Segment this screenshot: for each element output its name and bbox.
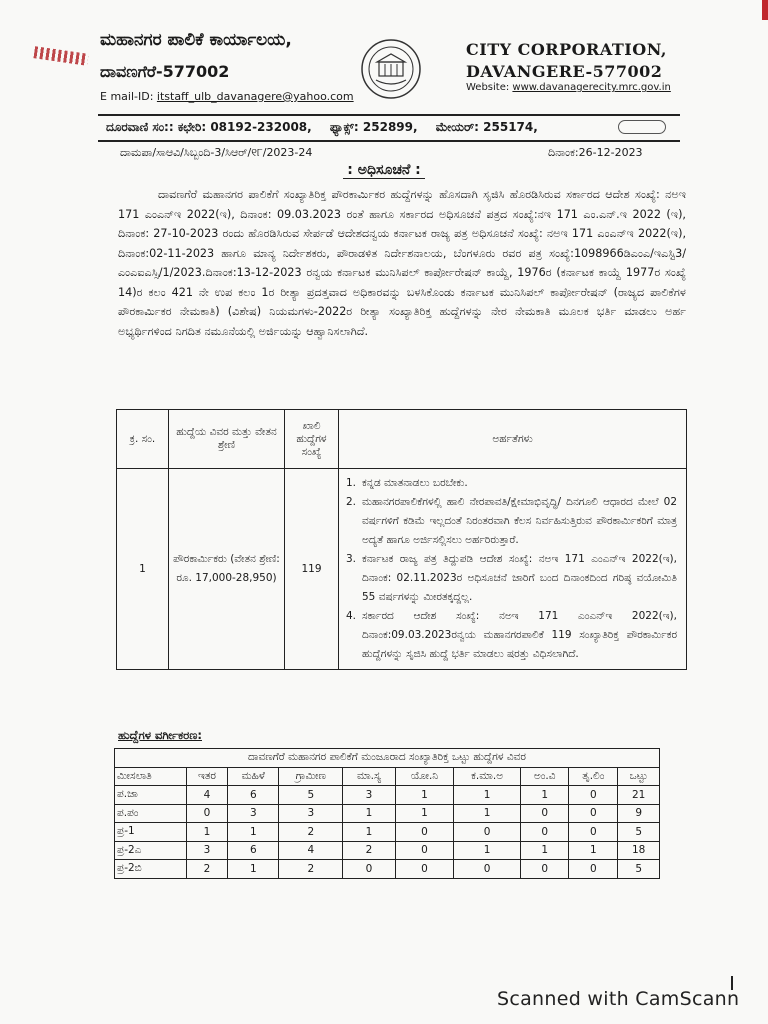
sl-no-cell: 1 [117,469,169,670]
category-value-cell: 0 [395,841,453,860]
category-value-cell: 6 [228,786,279,805]
mayor-phone: ಮೇಯರ್: 255174, [435,120,538,134]
col-transgender: ತೃ.ಲಿಂ [569,767,618,786]
category-value-cell: 1 [186,823,227,842]
punch-mark [33,46,88,65]
qualification-item [346,474,677,493]
qualification-list [340,470,685,668]
qualification-text: ಮಹಾನಗರಪಾಲಿಕೆಗಳಲ್ಲಿ ಹಾಲಿ ನೇರಪಾವತಿ/ಕ್ಷೇಮಾಭಿವೃದ್ಧಿ/ ದಿನಗೂಲಿ ಆಧಾರದ ಮೇಲೆ 02 ವರ್ಷಗಳಿಗೆ ಕಡಿಮೆ ಇಲ್ಲದಂತೆ ನಿರಂತರವಾಗಿ ಕೆಲಸ ನಿರ್ವಹಿಸುತ್ತಿರುವ ಪೌರಕಾರ್ಮಿಕರಿಗೆ ಮಾತ್ರ ಅದ್ಯತೆ ಹಾಗೂ ಅರ್ಜಿಸಲ್ಲಿಸಲು ಅರ್ಹರಿರುತ್ತಾರೆ. [362,496,677,546]
contact-line [106,120,552,135]
qualification-item [346,550,677,607]
category-value-cell: 1 [521,786,569,805]
document-date: ದಿನಾಂಕ:26-12-2023 [548,146,643,159]
category-value-cell: 0 [569,823,618,842]
kannada-city-name: ದಾವಣಗೆರೆ-577002 [100,62,230,81]
category-value-cell: 2 [279,860,343,879]
category-value-cell: 0 [395,823,453,842]
category-value-cell: 1 [395,786,453,805]
category-value-cell: 21 [618,786,660,805]
category-label-cell: ಪ್ರ-1 [115,823,187,842]
qualification-text: ಕನ್ನಡ ಮಾತನಾಡಲು ಬರಬೇಕು. [362,477,468,489]
fax-number: ಫ್ಯಾಕ್ಸ್: 252899, [329,120,418,134]
category-label-cell: ಪ್ರ-2ಎ [115,841,187,860]
category-value-cell: 1 [343,804,396,823]
category-value-cell: 1 [454,786,521,805]
category-value-cell: 0 [454,823,521,842]
category-value-cell: 0 [521,860,569,879]
category-value-cell: 0 [186,804,227,823]
col-total: ಒಟ್ಟು [618,767,660,786]
qualification-number: 2. [346,496,357,508]
category-table-body [115,786,660,879]
scanner-watermark: Scanned with CamScann [497,988,740,1010]
website-line [466,82,671,93]
col-rural: ಗ್ರಾಮೀಣ [279,767,343,786]
category-label-cell: ಪ್ರ-2ಬಿ [115,860,187,879]
notification-title-text: : ಅಧಿಸೂಚನೆ : [343,162,425,179]
category-row [115,860,660,879]
category-table-title: ದಾವಣಗೆರೆ ಮಹಾನಗರ ಪಾಲಿಕೆಗೆ ಮಂಜೂರಾದ ಸಂಖ್ಯಾತಿರಿಕ್ತ ಒಟ್ಟು ಹುದ್ದೆಗಳ ವಿವರ [115,749,660,768]
vacancy-row [117,469,687,670]
col-reservation: ಮೀಸಲಾತಿ [115,767,187,786]
category-value-cell: 4 [186,786,227,805]
col-ex-servicemen: ಮಾ.ಸ್ಯ [343,767,396,786]
signature-scrawl [618,120,666,134]
category-value-cell: 6 [228,841,279,860]
office-phone: ದೂರವಾಣಿ ಸಂ:: ಕಛೇರಿ: 08192-232008, [106,120,312,134]
col-qualifications: ಅರ್ಹತೆಗಳು [339,410,687,469]
col-project-displaced: ಯೋ.ನಿ [395,767,453,786]
header-rule-top [98,114,680,116]
email-label: E mail-ID: [100,90,154,103]
category-value-cell: 0 [569,786,618,805]
category-row [115,823,660,842]
qualifications-cell [339,469,687,670]
category-value-cell: 0 [454,860,521,879]
category-value-cell: 5 [618,860,660,879]
category-label-cell: ಪ.ಜಾ [115,786,187,805]
english-city-name: DAVANGERE-577002 [466,62,663,81]
edge-mark [762,0,768,20]
category-table [114,748,660,879]
category-value-cell: 3 [279,804,343,823]
qualification-text: ಸರ್ಕಾರದ ಆದೇಶ ಸಂಖ್ಯೆ: ನಅಇ 171 ಎಂಎನ್ಇ 2022(ಇ), ದಿನಾಂಕ:09.03.2023ರನ್ವಯ ಮಹಾನಗರಪಾಲಿಕೆ 119 ಸಂಖ್ಯಾತಿರಿಕ್ತ ಪೌರಕಾರ್ಮಿಕರ ಹುದ್ದೆಗಳನ್ನು ಸೃಜಿಸಿ ಹುದ್ದೆ ಭರ್ತಿ ಮಾಡಲು ಷರತ್ತು ವಿಧಿಸಲಾಗಿದೆ. [362,610,677,660]
email-line [100,90,354,103]
category-value-cell: 9 [618,804,660,823]
category-value-cell: 5 [618,823,660,842]
website-link[interactable]: www.davanagerecity.mrc.gov.in [512,82,671,93]
qualification-number: 3. [346,553,357,565]
english-org-name: CITY CORPORATION, [466,40,667,59]
qualification-number: 4. [346,610,357,622]
category-value-cell: 1 [228,860,279,879]
category-value-cell: 1 [569,841,618,860]
category-value-cell: 4 [279,841,343,860]
col-women: ಮಹಿಳೆ [228,767,279,786]
website-label: Website: [466,82,510,93]
header-rule-bottom [98,140,680,142]
category-value-cell: 0 [569,804,618,823]
category-row [115,804,660,823]
category-value-cell: 3 [228,804,279,823]
category-value-cell: 2 [279,823,343,842]
col-post-details: ಹುದ್ದೆಯ ವಿವರ ಮತ್ತು ವೇತನ ಶ್ರೇಣಿ [169,410,285,469]
col-disabled: ಅಂ.ವಿ [521,767,569,786]
category-value-cell: 0 [343,860,396,879]
vacancy-table [116,409,687,670]
col-vacancies: ಖಾಲಿ ಹುದ್ದೆಗಳ ಸಂಖ್ಯೆ [285,410,339,469]
col-sl-no: ಕ್ರ. ಸಂ. [117,410,169,469]
qualification-item [346,607,677,664]
category-table-header [115,767,660,786]
qualification-number: 1. [346,477,357,489]
qualification-text: ಕರ್ನಾಟಕ ರಾಜ್ಯ ಪತ್ರ ತಿದ್ದುಪಡಿ ಆದೇಶ ಸಂಖ್ಯೆ: ನಅಇ 171 ಎಂಎನ್ಇ 2022(ಇ), ದಿನಾಂಕ: 02.11.2023ರ ಅಧಿಸೂಚನೆ ಜಾರಿಗೆ ಬಂದ ದಿನಾಂಕದಿಂದ ಗರಿಷ್ಠ ವಯೋಮಿತಿ 55 ವರ್ಷಗಳನ್ನು ಮೀರತಕ್ಕದ್ದಲ್ಲ. [362,553,677,603]
category-value-cell: 0 [569,860,618,879]
notification-body-text: ದಾವಣಗೆರೆ ಮಹಾನಗರ ಪಾಲಿಕೆಗೆ ಸಂಖ್ಯಾತಿರಿಕ್ತ ಪೌರಕಾರ್ಮಿಕರ ಹುದ್ದೆಗಳನ್ನು ಹೊಸದಾಗಿ ಸೃಜಿಸಿ ಹೊರಡಿಸಿರುವ ಸರ್ಕಾರದ ಆದೇಶ ಸಂಖ್ಯೆ: ನಅಇ 171 ಎಂಎನ್ಇ 2022(ಇ), ದಿನಾಂಕ: 09.03.2023 ರಂತೆ ಹಾಗೂ ಸರ್ಕಾರದ ಅಧಿಸೂಚನೆ ಪತ್ರದ ಸಂಖ್ಯೆ:ನಇ 171 ಎಂ.ಎನ್.ಇ 2022 (ಇ), ದಿನಾಂಕ: 27-10-2023 ರಂದು ಹೊರಡಿಸಿರುವ ಸೇರ್ಪಡೆ ಆದೇಶದನ್ವಯ ಕರ್ನಾಟಕ ರಾಜ್ಯ ಪತ್ರ ಅಧಿಸೂಚನೆ ಸಂಖ್ಯೆ: ನಅಇ 171 ಎಂಎನ್ಇ 2022(ಇ), ದಿನಾಂಕ:02-11-2023 ಹಾಗೂ ಮಾನ್ಯ ನಿರ್ದೇಶಕರು, ಪೌರಾಡಳಿತ ನಿರ್ದೇಶನಾಲಯ, ಬೆಂಗಳೂರು ರವರ ಪತ್ರ ಸಂಖ್ಯೆ:1098966ಡಿಎಂಎ/ಇಎಸ್ಟಿ3/ಎಂಎಐಎಸ್ಸಿ/1/2023.ದಿನಾಂಕ:13-12-2023 ರನ್ವಯ ಕರ್ನಾಟಕ ಮುನಿಸಿಪಲ್ ಕಾರ್ಪೋರೇಷನ್ ಕಾಯ್ದೆ, 1976ರ (ಕರ್ನಾಟಕ ಕಾಯ್ದೆ 1977ರ ಸಂಖ್ಯೆ 14)ರ ಕಲಂ 421 ನೇ ಉಪ ಕಲಂ 1ರ ರೀತ್ಯಾ ಪ್ರದತ್ತವಾದ ಅಧಿಕಾರವನ್ನು ಬಳಸಿಕೊಂಡು ಕರ್ನಾಟಕ ಮುನಿಸಿಪಲ್ ಕಾರ್ಪೋರೇಷನ್ (ರಾಜ್ಯದ ಪಾಲಿಕೆಗಳ ಪೌರಕಾರ್ಮಿಕರ ನೇಮಕಾತಿ) (ವಿಶೇಷ) ನಿಯಮಗಳು-2022ರ ರೀತ್ಯಾ ಸಂಖ್ಯಾತಿರಿಕ್ತ ಹುದ್ದೆಗಳನ್ನು ನೇರ ನೇಮಕಾತಿ ಮೂಲಕ ಭರ್ತಿ ಮಾಡಲು ಅರ್ಹ ಅಭ್ಯರ್ಥಿಗಳಿಂದ ನಿಗದಿತ ನಮೂನೆಯಲ್ಲಿ ಅರ್ಜಿಯನ್ನು ಆಹ್ವಾನಿಸಲಾಗಿದೆ. [118,188,686,338]
col-general: ಇತರ [186,767,227,786]
category-value-cell: 1 [454,841,521,860]
email-link[interactable]: itstaff_ulb_davanagere@yahoo.com [156,90,354,103]
category-row [115,786,660,805]
category-value-cell: 0 [521,804,569,823]
category-value-cell: 1 [454,804,521,823]
col-kannada-medium: ಕ.ಮಾ.ಅ [454,767,521,786]
category-value-cell: 3 [343,786,396,805]
kannada-org-name: ಮಹಾನಗರ ಪಾಲಿಕೆ ಕಾರ್ಯಾಲಯ, [100,30,292,50]
city-emblem-icon [360,38,422,100]
category-label-cell: ಪ.ಪಂ [115,804,187,823]
category-value-cell: 18 [618,841,660,860]
category-row [115,841,660,860]
reference-number: ದಾಮಪಾ/ಸಾಆವಿ/ಸಿಬ್ಬಂದಿ-3/ಸಿಆರ್/୧୮/2023-24 [120,146,313,159]
category-table-title-row [115,749,660,768]
category-value-cell: 1 [228,823,279,842]
qualification-item [346,493,677,550]
category-value-cell: 1 [395,804,453,823]
notification-body [118,185,686,341]
category-value-cell: 1 [521,841,569,860]
post-cell: ಪೌರಕಾರ್ಮಿಕರು (ವೇತನ ಶ್ರೇಣಿ: ರೂ. 17,000-28,950) [169,469,285,670]
vacancies-cell: 119 [285,469,339,670]
category-value-cell: 0 [395,860,453,879]
vacancy-table-header [117,410,687,469]
category-value-cell: 3 [186,841,227,860]
category-value-cell: 2 [186,860,227,879]
category-value-cell: 2 [343,841,396,860]
notification-title [0,162,768,178]
category-value-cell: 5 [279,786,343,805]
category-value-cell: 1 [343,823,396,842]
category-value-cell: 0 [521,823,569,842]
category-heading: ಹುದ್ದೆಗಳ ವರ್ಗೀಕರಣ: [118,728,202,742]
